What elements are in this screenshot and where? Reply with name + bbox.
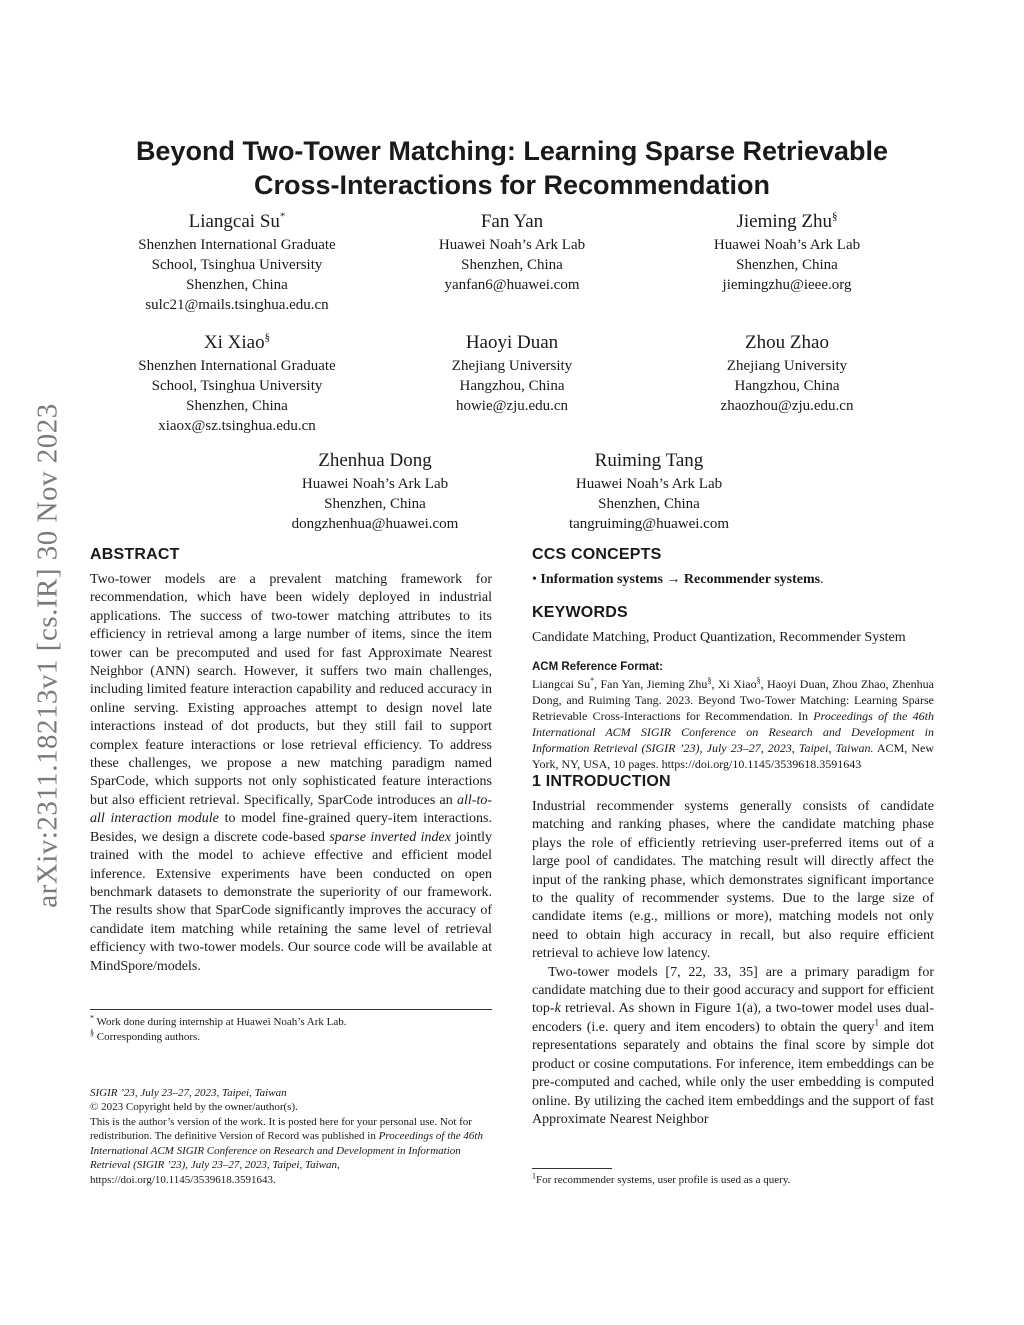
author-affiliation: Zhejiang University bbox=[451, 358, 573, 374]
venue-conference: SIGIR ’23, July 23–27, 2023, Taipei, Taiwan bbox=[90, 1086, 287, 1099]
footnote-internship bbox=[90, 1015, 492, 1030]
ref-part: , Xi Xiao bbox=[711, 677, 757, 691]
author-location: Hangzhou, China bbox=[459, 378, 565, 394]
author-email: zhaozhou@zju.edu.cn bbox=[720, 398, 854, 414]
author-location: Shenzhen, China bbox=[324, 496, 426, 512]
acm-reference-heading: ACM Reference Format: bbox=[532, 661, 663, 673]
ref-mark: * bbox=[590, 676, 595, 685]
author-mark: § bbox=[264, 331, 271, 344]
arxiv-sidebar bbox=[28, 360, 68, 950]
author-email: sulc21@mails.tsinghua.edu.cn bbox=[145, 297, 329, 313]
version-note-text: This is the author’s version of the work. It is posted here for your personal use. Not for redistribution. The definitive Version of Record was published in bbox=[90, 1115, 472, 1143]
abstract-emphasis: sparse inverted index bbox=[329, 829, 451, 845]
author-block bbox=[362, 331, 662, 416]
left-column bbox=[90, 545, 492, 1187]
abstract-text bbox=[90, 571, 492, 976]
footnote-text: Corresponding authors. bbox=[94, 1030, 201, 1043]
author-location: Shenzhen, China bbox=[736, 257, 838, 273]
author-name: Fan Yan bbox=[480, 211, 544, 232]
author-name: Liangcai Su bbox=[188, 211, 280, 232]
footnote-text: Work done during internship at Huawei Noah’s Ark Lab. bbox=[94, 1015, 347, 1028]
footnote-corresponding bbox=[90, 1030, 492, 1045]
ccs-item: Recommender systems bbox=[683, 572, 821, 587]
venue-line bbox=[90, 1086, 492, 1101]
abstract-emphasis: all-to-all interaction module bbox=[90, 792, 492, 827]
author-name: Zhenhua Dong bbox=[318, 450, 432, 471]
ccs-item: Information systems bbox=[540, 572, 663, 587]
title-line-2: Cross-Interactions for Recommendation bbox=[253, 170, 771, 200]
footnote-right bbox=[532, 1168, 934, 1188]
author-block bbox=[225, 449, 525, 534]
author-location: Shenzhen, China bbox=[186, 277, 288, 293]
intro-k: k bbox=[554, 1001, 561, 1017]
abstract-part: to model fine-grained query-item interactions. Besides, we design a discrete code-based bbox=[90, 811, 492, 845]
author-location: Shenzhen, China bbox=[186, 398, 288, 414]
author-name: Zhou Zhao bbox=[745, 332, 829, 353]
author-block bbox=[637, 331, 937, 416]
arrow-icon: → bbox=[666, 572, 681, 587]
arxiv-identifier: arXiv:2311.18213v1 [cs.IR] 30 Nov 2023 bbox=[31, 402, 64, 908]
author-block bbox=[499, 449, 799, 534]
author-affiliation: Huawei Noah’s Ark Lab bbox=[713, 237, 861, 253]
author-name: Jieming Zhu bbox=[736, 211, 833, 232]
author-email: yanfan6@huawei.com bbox=[444, 277, 580, 293]
footnote-mark: * bbox=[90, 1013, 94, 1023]
footnote-mark: 1 bbox=[532, 1171, 536, 1181]
ref-part: , Fan Yan, Jieming Zhu bbox=[594, 677, 708, 691]
author-email: xiaox@sz.tsinghua.edu.cn bbox=[158, 418, 316, 434]
paper-title bbox=[90, 134, 934, 202]
author-affiliation: Shenzhen International Graduate bbox=[138, 358, 336, 374]
author-block bbox=[362, 210, 662, 295]
keywords-heading: KEYWORDS bbox=[532, 604, 628, 621]
keywords-text: Candidate Matching, Product Quantization, Recommender System bbox=[532, 630, 906, 645]
version-note-proceedings: Proceedings of the 46th International ACM SIGIR Conference on Research and Development in Information Retrieval (SIGIR ’23), July 23–27, 2023, Taipei, Taiwan bbox=[90, 1130, 483, 1172]
abstract-part: jointly trained with the model to achieve effective and efficient model inference. Extensive experiments have been conducted on open benchmark datasets to demonstrate the superiority of our framework. The results show that SparCode significantly improves the accuracy of candidate item matching while retaining the same level of retrieval efficiency with two-tower models. Our source code will be available at MindSpore/models. bbox=[90, 829, 493, 974]
author-location: Shenzhen, China bbox=[598, 496, 700, 512]
intro-part: and item representations separately and obtains the final score by simple dot product or cosine computations. For inference, item embeddings can be pre-computed and cached, while only the user embedding is computed online. By utilizing the cached item embeddings and the support of fast Approximate Nearest Neighbor bbox=[532, 1019, 934, 1127]
author-block bbox=[87, 331, 387, 436]
ref-proceedings: Proceedings of the 46th International ACM SIGIR Conference on Research and Development in Information Retrieval (SIGIR ’23), July 23–27, 2023, Taipei, Taiwan. bbox=[532, 709, 934, 755]
intro-part: retrieval. As shown in Figure 1(a), a two-tower model uses dual-encoders (i.e. query and item encoders) to obtain the query bbox=[532, 1001, 934, 1035]
ccs-concepts bbox=[532, 571, 934, 589]
author-location: Hangzhou, China bbox=[734, 378, 840, 394]
author-name: Xi Xiao bbox=[203, 332, 265, 353]
ccs-heading: CCS CONCEPTS bbox=[532, 546, 662, 563]
author-affiliation: Huawei Noah’s Ark Lab bbox=[301, 476, 449, 492]
footnote-query bbox=[532, 1173, 934, 1188]
author-email: howie@zju.edu.cn bbox=[455, 398, 569, 414]
author-affiliation: Huawei Noah’s Ark Lab bbox=[438, 237, 586, 253]
author-version-note bbox=[90, 1115, 492, 1188]
ccs-bullet: • bbox=[532, 572, 537, 587]
acm-reference-text bbox=[532, 676, 934, 772]
author-affiliation: School, Tsinghua University bbox=[151, 257, 323, 273]
footnote-text: For recommender systems, user profile is used as a query. bbox=[536, 1174, 791, 1186]
ref-part: Liangcai Su bbox=[532, 677, 591, 691]
introduction-heading: 1 INTRODUCTION bbox=[532, 773, 671, 790]
right-column bbox=[532, 545, 934, 1129]
ccs-period: . bbox=[820, 572, 824, 587]
author-mark: § bbox=[832, 210, 838, 223]
ref-part: ACM, New York, NY, USA, 10 pages. https://doi.org/10.1145/3539618.3591643 bbox=[532, 741, 934, 771]
author-email: jiemingzhu@ieee.org bbox=[722, 277, 852, 293]
author-block bbox=[637, 210, 937, 295]
author-email: tangruiming@huawei.com bbox=[568, 516, 730, 532]
intro-paragraph-1: Industrial recommender systems generally consists of candidate matching and ranking phases, where the candidate matching phase plays the role of efficiently retrieving user-preferred items out of a large pool of candidates. The matching result will directly affect the input of the ranking phase, which demonstrates significant importance to the quality of recommender systems. Due to the large size of candidate items (e.g., millions or more), matching models not only need to obtain high accuracy in recall, but also require efficient retrieval to achieve low latency. bbox=[532, 799, 934, 962]
footnote-rule bbox=[532, 1168, 612, 1169]
footnote-mark: § bbox=[90, 1028, 94, 1038]
intro-part: Two-tower models [7, 22, 33, 35] are a primary paradigm for candidate matching due to their good accuracy and support for efficient top- bbox=[532, 964, 934, 1017]
version-note-doi: , https://doi.org/10.1145/3539618.3591643. bbox=[90, 1159, 340, 1186]
ref-mark: § bbox=[707, 676, 712, 685]
ref-mark: § bbox=[756, 676, 761, 685]
author-location: Shenzhen, China bbox=[461, 257, 563, 273]
ref-part: , Haoyi Duan, Zhou Zhao, Zhenhua Dong, and Ruiming Tang. 2023. Beyond Two-Tower Matching: Learning Sparse Retrievable Cross-Interactions for Recommendation. In bbox=[532, 677, 934, 723]
footnote-ref: 1 bbox=[874, 1017, 879, 1028]
author-email: dongzhenhua@huawei.com bbox=[291, 516, 459, 532]
author-affiliation: Huawei Noah’s Ark Lab bbox=[575, 476, 723, 492]
author-affiliation: Shenzhen International Graduate bbox=[138, 237, 336, 253]
title-line-1: Beyond Two-Tower Matching: Learning Sparse Retrievable bbox=[135, 136, 889, 166]
author-name: Ruiming Tang bbox=[594, 450, 704, 471]
abstract-heading: ABSTRACT bbox=[90, 546, 180, 563]
abstract-part: Two-tower models are a prevalent matching framework for recommendation, which have been widely deployed in industrial applications. The success of two-tower matching attributes to its efficiency in retrieval among a large number of items, since the item tower can be precomputed and used for fast Approximate Nearest Neighbor (ANN) search. However, it suffers two main challenges, including limited feature interaction capability and reduced accuracy in online serving. Existing approaches attempt to design novel late interactions instead of dot products, but they still fail to support complex feature interactions or lose retrieval efficiency. To address these challenges, we propose a new matching paradigm named SparCode, which supports not only sophisticated feature interactions but also efficient retrieval. Specifically, SparCode introduces an bbox=[90, 572, 492, 808]
author-affiliation: School, Tsinghua University bbox=[151, 378, 323, 394]
author-mark: * bbox=[279, 210, 286, 223]
author-block bbox=[87, 210, 387, 315]
author-affiliation: Zhejiang University bbox=[726, 358, 848, 374]
intro-paragraph-2 bbox=[532, 964, 934, 1130]
author-name: Haoyi Duan bbox=[465, 332, 559, 353]
copyright-line: © 2023 Copyright held by the owner/author(s). bbox=[90, 1101, 298, 1114]
